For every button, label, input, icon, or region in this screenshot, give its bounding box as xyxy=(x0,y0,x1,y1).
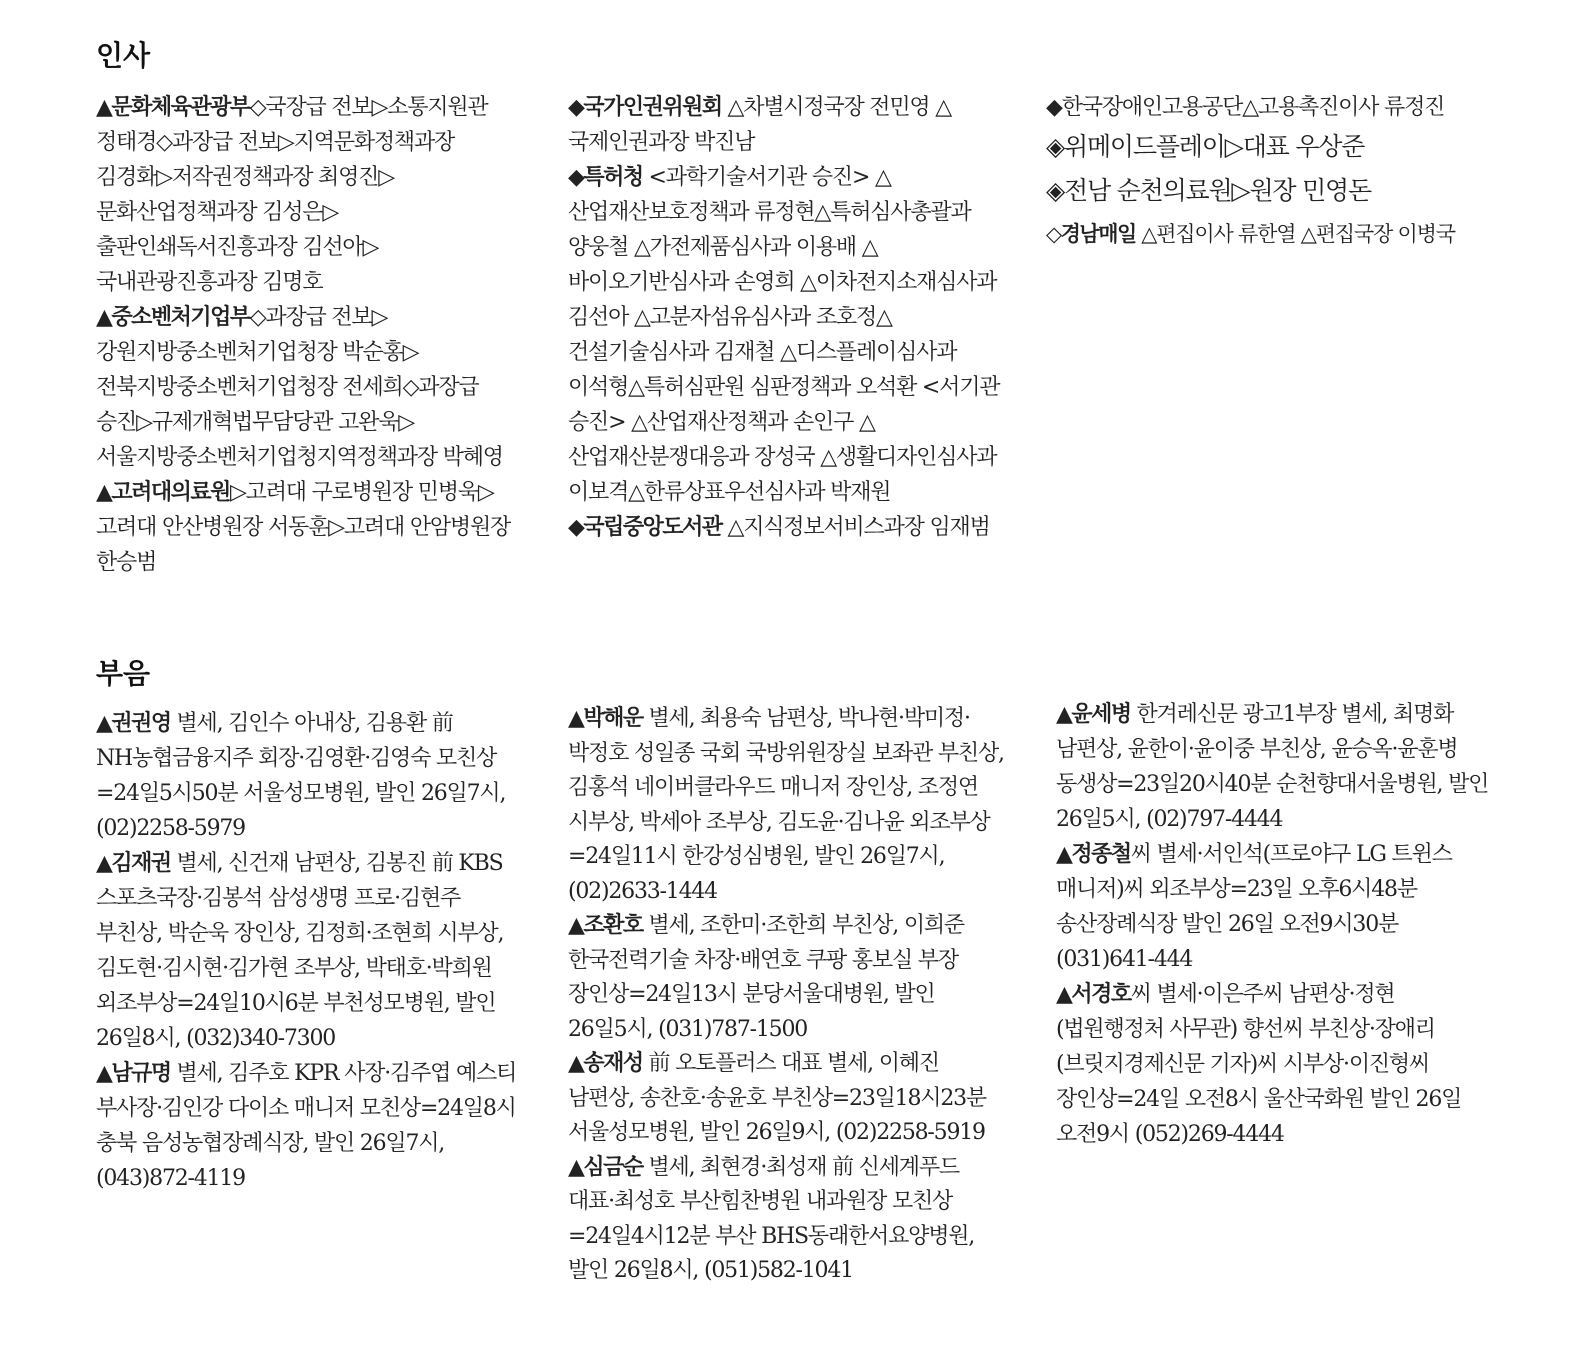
entry-text: <과학기술서기관 승진> △산업재산보호정책과 류정현△특허심사총괄과 양웅철 △가전제품심사과 이용배 △바이오기반심사과 손영희 △이차전지소재심사과 김선아 △고분자섬유심사과 조호정△건설기술심사과 김재철 △디스플레이심사과 이석형△특허심판원 심판정책과 오석환 <서기관 승진> △산업재산정책과 손인구 △산업재산분쟁대응과 장성국 △생활디자인심사과 이보격△한류상표우선심사과 박재원 xyxy=(568,165,1000,505)
entry-organization: ◆국립중앙도서관 xyxy=(568,515,722,540)
obituary-entry xyxy=(96,1056,528,1196)
obituary-column-2 xyxy=(568,702,1004,1289)
deceased-name: ▲정종철 xyxy=(1056,842,1131,867)
obituary-entry xyxy=(1056,977,1492,1152)
personnel-entry xyxy=(1046,213,1492,255)
deceased-name: ▲윤세병 xyxy=(1056,702,1131,727)
entry-organization: ◆국가인권위원회 xyxy=(568,95,722,120)
obituary-entry xyxy=(96,846,528,1056)
personnel-column-2 xyxy=(568,90,1004,545)
entry-text: ◆한국장애인고용공단△고용촉진이사 류정진 xyxy=(1046,95,1445,120)
personnel-entry xyxy=(568,90,1004,160)
deceased-name: ▲박해운 xyxy=(568,706,643,731)
personnel-entry xyxy=(1046,169,1492,213)
obituary-entry xyxy=(568,702,1004,909)
deceased-name: ▲김재권 xyxy=(96,851,171,876)
obituary-entry xyxy=(568,1047,1004,1151)
obituary-column-3 xyxy=(1056,697,1492,1152)
entry-text: 씨 별세·서인석(프로야구 LG 트윈스 매니저)씨 외조부상=23일 오후6시48분 송산장례식장 발인 26일 오전9시30분 (031)641-444 xyxy=(1056,842,1452,972)
personnel-entry xyxy=(568,510,1004,545)
obituary-entry xyxy=(96,706,528,846)
deceased-name: ▲조환호 xyxy=(568,913,643,938)
entry-text: 前 오토플러스 대표 별세, 이혜진 남편상, 송찬호·송윤호 부친상=23일18시23분 서울성모병원, 발인 26일9시, (02)2258-5919 xyxy=(568,1051,986,1145)
entry-text: △차별시정국장 전민영 △국제인권과장 박진남 xyxy=(568,95,951,155)
obituary-entry xyxy=(568,1151,1004,1289)
entry-text: ◈전남 순천의료원▷원장 민영돈 xyxy=(1046,176,1371,205)
entry-text: ◇국장급 전보▷소통지원관 정태경◇과장급 전보▷지역문화정책과장 김경화▷저작권정책과장 최영진▷문화산업정책과장 김성은▷출판인쇄독서진흥과장 김선아▷국내관광진흥과장 김명호 xyxy=(96,95,488,295)
deceased-name: ▲서경호 xyxy=(1056,982,1131,1007)
entry-text: 한겨레신문 광고1부장 별세, 최명화 남편상, 윤한이·윤이중 부친상, 윤승옥·윤훈병 동생상=23일20시40분 순천향대서울병원, 발인 26일5시, (02)797-4444 xyxy=(1056,702,1489,832)
entry-text: 별세, 김주호 KPR 사장·김주엽 예스티 부사장·김인강 다이소 매니저 모친상=24일8시 충북 음성농협장례식장, 발인 26일7시, (043)872-4119 xyxy=(96,1061,517,1191)
entry-text: ◇과장급 전보▷강원지방중소벤처기업청장 박순홍▷전북지방중소벤처기업청장 전세희◇과장급 승진▷규제개혁법무담당관 고완욱▷서울지방중소벤처기업청지역정책과장 박혜영 xyxy=(96,305,503,470)
entry-text: 별세, 김인수 아내상, 김용환 前 NH농협금융지주 회장·김영환·김영숙 모친상=24일5시50분 서울성모병원, 발인 26일7시, (02)2258-5979 xyxy=(96,711,506,841)
obituary-column-1 xyxy=(96,706,528,1196)
obituary-entry xyxy=(568,909,1004,1047)
entry-text: 별세, 조한미·조한희 부친상, 이희준 한국전력기술 차장·배연호 쿠팡 홍보실 부장 장인상=24일13시 분당서울대병원, 발인 26일5시, (031)787-1500 xyxy=(568,913,964,1042)
personnel-entry xyxy=(568,160,1004,510)
personnel-entry xyxy=(96,300,514,475)
entry-text: 별세, 신건재 남편상, 김봉진 前 KBS 스포츠국장·김봉석 삼성생명 프로·김현주 부친상, 박순욱 장인상, 김정희·조현희 시부상, 김도현·김시현·김가현 조부상, 박태호·박희원 외조부상=24일10시6분 부천성모병원, 발인 26일8시, (032)340-7300 xyxy=(96,851,504,1051)
personnel-column-1 xyxy=(96,90,514,580)
obituary-entry xyxy=(1056,837,1492,977)
entry-text: ◈위메이드플레이▷대표 우상준 xyxy=(1046,132,1365,161)
entry-organization: ◇경남매일 xyxy=(1046,222,1136,246)
personnel-entry xyxy=(1046,90,1492,125)
deceased-name: ▲권권영 xyxy=(96,711,171,736)
personnel-entry xyxy=(96,90,514,300)
entry-organization: ▲중소벤처기업부 xyxy=(96,305,250,330)
entry-text: ▷고려대 구로병원장 민병욱▷고려대 안산병원장 서동훈▷고려대 안암병원장 한승범 xyxy=(96,480,511,575)
personnel-entry xyxy=(96,475,514,580)
entry-text: 씨 별세·이은주씨 남편상·정현(법원행정처 사무관) 향선씨 부친상·장애리(브릿지경제신문 기자)씨 시부상·이진형씨 장인상=24일 오전8시 울산국화원 발인 26일 오전9시 (052)269-4444 xyxy=(1056,982,1462,1147)
section-title-personnel: 인사 xyxy=(96,39,151,72)
personnel-column-3 xyxy=(1046,90,1492,255)
section-title-obituary: 부음 xyxy=(96,657,151,690)
entry-text: △편집이사 류한열 △편집국장 이병국 xyxy=(1135,222,1455,246)
entry-organization: ◆특허청 xyxy=(568,165,643,190)
entry-text: 별세, 최용숙 남편상, 박나현·박미정·박정호 성일종 국회 국방위원장실 보좌관 부친상, 김홍석 네이버클라우드 매니저 장인상, 조정연 시부상, 박세아 조부상, 김도윤·김나윤 외조부상=24일11시 한강성심병원, 발인 26일7시, (02)2633-1444 xyxy=(568,706,1004,904)
deceased-name: ▲남규명 xyxy=(96,1061,171,1086)
deceased-name: ▲송재성 xyxy=(568,1051,643,1076)
entry-text: 별세, 최현경·최성재 前 신세계푸드 대표·최성호 부산힘찬병원 내과원장 모친상=24일4시12분 부산 BHS동래한서요양병원, 발인 26일8시, (051)582-1041 xyxy=(568,1154,975,1283)
entry-organization: ▲고려대의료원 xyxy=(96,480,230,505)
personnel-entry xyxy=(1046,125,1492,169)
entry-organization: ▲문화체육관광부 xyxy=(96,95,250,120)
deceased-name: ▲심금순 xyxy=(568,1154,643,1180)
obituary-entry xyxy=(1056,697,1492,837)
entry-text: △지식정보서비스과장 임재범 xyxy=(721,515,990,540)
